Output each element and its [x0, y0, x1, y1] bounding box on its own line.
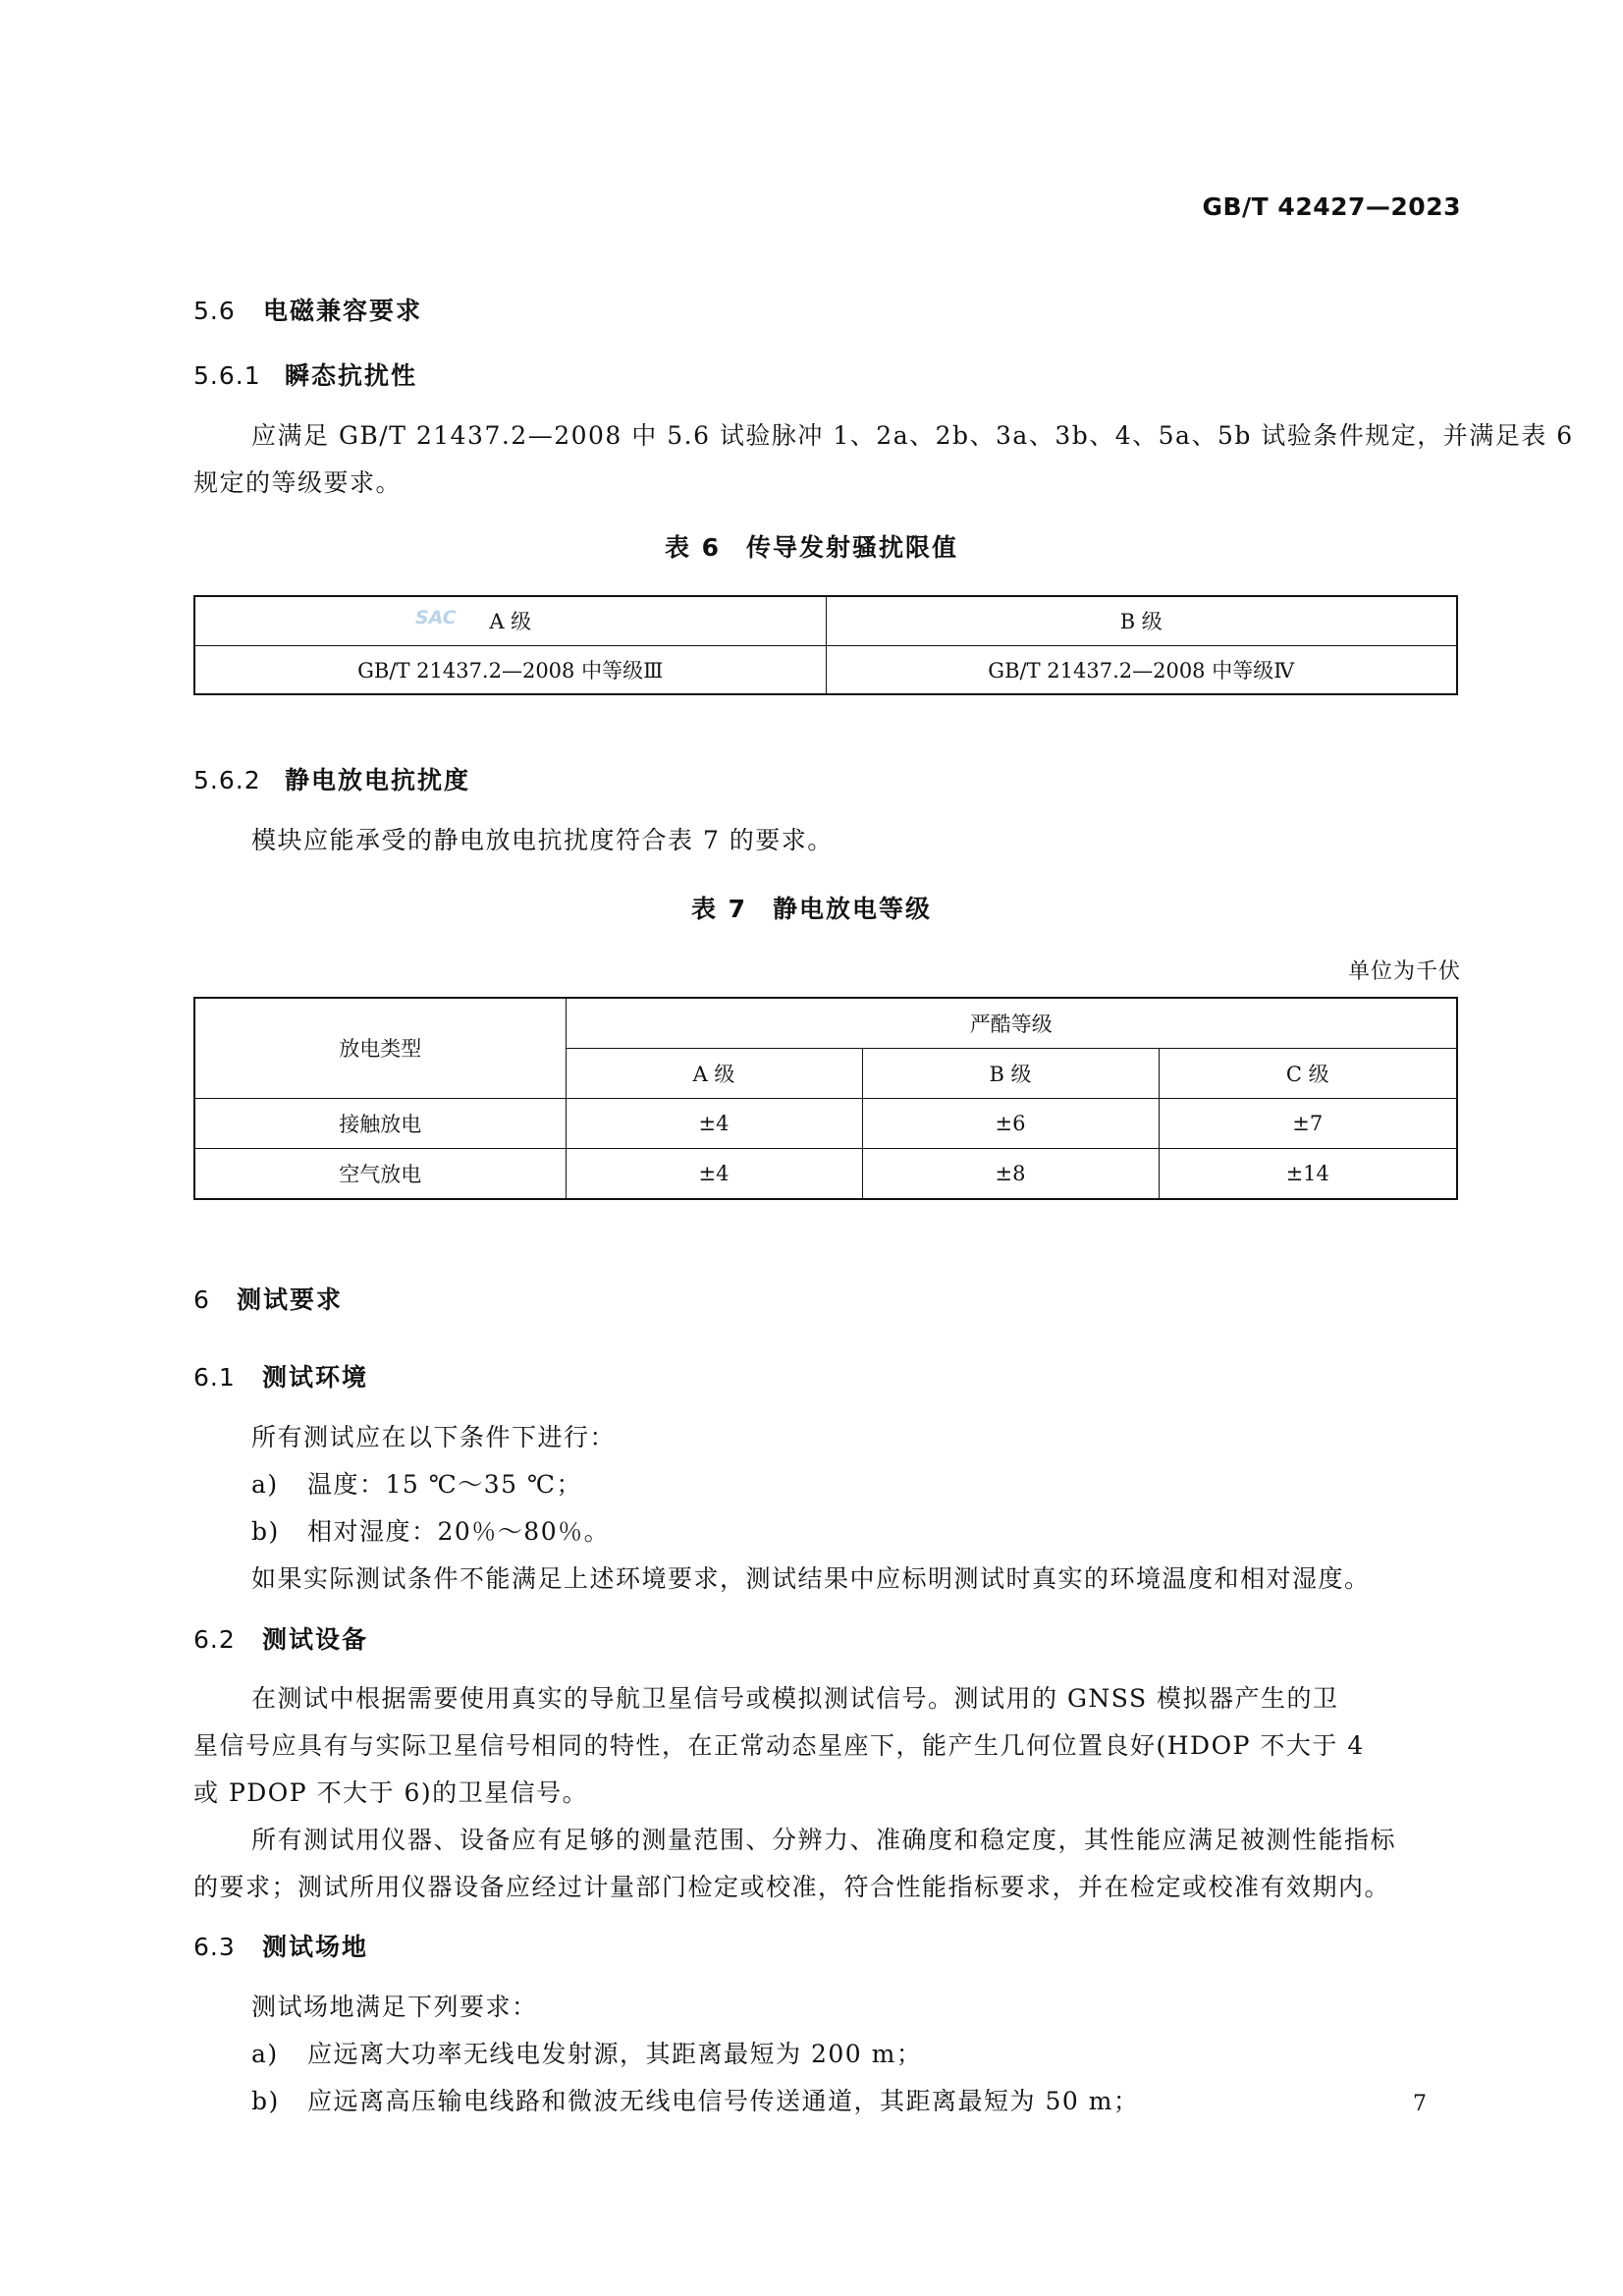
section-title: 测试要求	[237, 1285, 344, 1314]
section-5-6-1-heading	[193, 356, 417, 392]
section-title: 静电放电抗扰度	[285, 766, 471, 794]
header-cell-a: A 级	[194, 596, 826, 645]
table-row	[194, 1148, 1457, 1199]
group-header-cell: 严酷等级	[566, 998, 1457, 1048]
table-7-caption	[0, 890, 1623, 925]
list-item	[251, 2078, 1139, 2125]
section-number: 5.6.2	[193, 766, 261, 794]
section-6-heading	[193, 1281, 343, 1316]
table-6-caption	[0, 528, 1623, 564]
section-6-1-closing: 如果实际测试条件不能满足上述环境要求，测试结果中应标明测试时真实的环境温度和相对湿度。	[251, 1564, 1371, 1593]
list-marker: b)	[251, 2087, 280, 2115]
value-cell: ±8	[862, 1148, 1159, 1199]
section-5-6-heading	[193, 292, 422, 327]
cell-b: GB/T 21437.2—2008 中等级Ⅳ	[826, 645, 1457, 694]
section-6-1-heading	[193, 1358, 368, 1394]
section-5-6-1-text-line2: 规定的等级要求。	[193, 468, 403, 497]
section-number: 6	[193, 1285, 210, 1314]
section-6-3-intro: 测试场地满足下列要求：	[251, 1993, 538, 2021]
section-number: 6.2	[193, 1625, 236, 1654]
list-text: 应远离大功率无线电发射源，其距离最短为 200 m；	[307, 2040, 923, 2068]
section-title: 测试设备	[262, 1625, 369, 1654]
value-cell: ±6	[862, 1098, 1159, 1148]
section-6-2-p2-line1: 所有测试用仪器、设备应有足够的测量范围、分辨力、准确度和稳定度，其性能应满足被测性能指标	[251, 1826, 1397, 1854]
section-number: 6.3	[193, 1933, 236, 1961]
section-5-6-1-text-line1: 应满足 GB/T 21437.2—2008 中 5.6 试验脉冲 1、2a、2b、3a、3b、4、5a、5b 试验条件规定，并满足表 6	[251, 421, 1574, 450]
table-label: 表 6	[664, 533, 722, 562]
list-item	[251, 1508, 610, 1556]
value-cell: ±14	[1159, 1148, 1457, 1199]
row-type-cell: 空气放电	[194, 1148, 566, 1199]
page-number: 7	[1413, 2092, 1427, 2116]
section-5-6-2-text: 模块应能承受的静电放电抗扰度符合表 7 的要求。	[251, 826, 834, 854]
type-header-cell: 放电类型	[194, 998, 566, 1098]
section-title: 瞬态抗扰性	[285, 361, 418, 390]
list-marker: a)	[251, 1470, 279, 1499]
list-text: 应远离高压输电线路和微波无线电信号传送通道，其距离最短为 50 m；	[307, 2087, 1140, 2115]
table-row	[194, 1098, 1457, 1148]
level-b-header: B 级	[862, 1048, 1159, 1098]
section-5-6-2-heading	[193, 761, 470, 796]
table-7-unit: 单位为千伏	[1347, 959, 1461, 984]
section-number: 5.6.1	[193, 361, 261, 390]
section-title: 测试场地	[262, 1933, 369, 1961]
row-type-cell: 接触放电	[194, 1098, 566, 1148]
cell-a: GB/T 21437.2—2008 中等级Ⅲ	[194, 645, 826, 694]
section-6-2-p1-line2: 星信号应具有与实际卫星信号相同的特性，在正常动态星座下，能产生几何位置良好(HDOP 不大于 4	[193, 1731, 1365, 1760]
value-cell: ±4	[566, 1098, 862, 1148]
section-6-2-p1-line1: 在测试中根据需要使用真实的导航卫星信号或模拟测试信号。测试用的 GNSS 模拟器产生的卫	[251, 1684, 1339, 1713]
list-text: 温度：15 ℃～35 ℃；	[307, 1470, 582, 1499]
list-item	[251, 1461, 582, 1508]
table-row	[194, 645, 1457, 694]
header-cell-b: B 级	[826, 596, 1457, 645]
section-number: 6.1	[193, 1363, 236, 1392]
table-6	[193, 595, 1458, 695]
section-6-3-heading	[193, 1928, 368, 1963]
table-header-row	[194, 596, 1457, 645]
section-6-2-p1-line3: 或 PDOP 不大于 6)的卫星信号。	[193, 1778, 589, 1807]
table-label: 表 7	[690, 895, 748, 923]
section-6-2-heading	[193, 1620, 368, 1656]
list-marker: b)	[251, 1517, 280, 1546]
list-marker: a)	[251, 2040, 279, 2068]
sac-watermark: SAC	[415, 607, 457, 629]
value-cell: ±4	[566, 1148, 862, 1199]
section-6-1-intro: 所有测试应在以下条件下进行：	[251, 1423, 617, 1451]
table-7	[193, 997, 1458, 1200]
table-6-wrapper	[193, 595, 1456, 693]
level-c-header: C 级	[1159, 1048, 1457, 1098]
list-item	[251, 2031, 922, 2078]
standard-code: GB/T 42427—2023	[1202, 192, 1461, 221]
section-6-2-p2-line2: 的要求；测试所用仪器设备应经过计量部门检定或校准，符合性能指标要求，并在检定或校准有效期内。	[193, 1873, 1391, 1901]
table-title: 静电放电等级	[773, 895, 933, 923]
level-a-header: A 级	[566, 1048, 862, 1098]
list-text: 相对湿度：20％～80％。	[307, 1517, 611, 1546]
value-cell: ±7	[1159, 1098, 1457, 1148]
section-title: 电磁兼容要求	[263, 297, 423, 325]
section-title: 测试环境	[262, 1363, 369, 1392]
table-header-row	[194, 998, 1457, 1048]
table-title: 传导发射骚扰限值	[746, 533, 959, 562]
section-number: 5.6	[193, 297, 236, 325]
